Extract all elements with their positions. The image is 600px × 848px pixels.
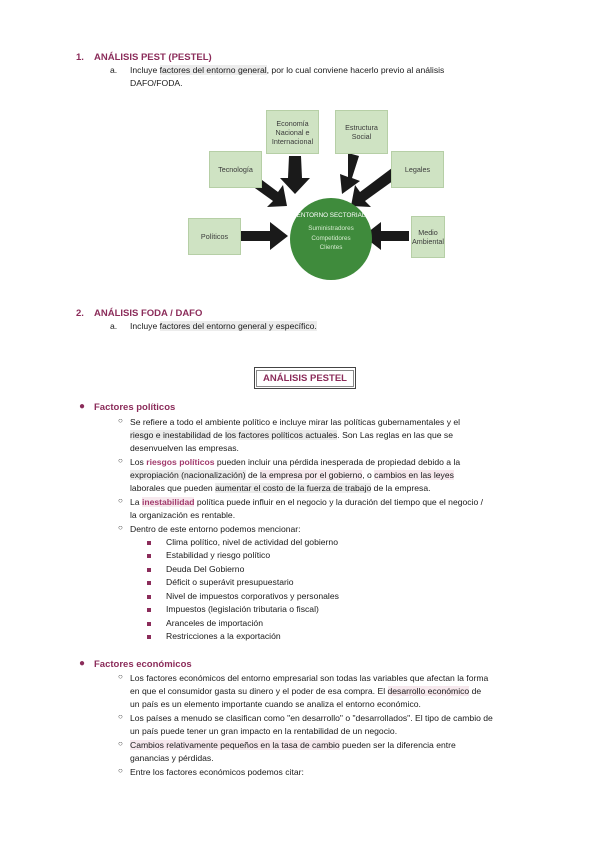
economicos-b4: Entre los factores económicos podemos citar: <box>130 767 304 777</box>
arrow-economia <box>280 156 310 194</box>
politicos-b2: Los riesgos políticos pueden incluir una pérdida inesperada de propiedad debido a la expropiación (nacionalización) de la empresa por el gobierno, o cambios en las leyes laborales que pueden aumentar el costo de la fuerza de trabajo de la empresa. <box>130 457 461 493</box>
politicos-subitem: Nivel de impuestos corporativos y personales <box>166 591 339 601</box>
section-2-title: ANÁLISIS FODA / DAFO <box>94 308 203 319</box>
politicos-b3: La inestabilidad política puede influir en el negocio y la duración del tiempo que el negocio / la organización es rentable. <box>130 497 484 520</box>
circle-bullet-6: ○ <box>118 712 123 721</box>
section-1-item-line2: DAFO/FODA. <box>130 78 183 88</box>
circle-bullet-1: ○ <box>118 416 123 425</box>
arrow-politicos <box>240 222 288 250</box>
section-2-item: Incluye factores del entorno general y específico. <box>130 321 317 331</box>
politicos-b4: Dentro de este entorno podemos mencionar: <box>130 524 301 534</box>
box-politicos: Políticos <box>188 218 241 255</box>
riesgos-politicos-emphasis: riesgos políticos <box>146 457 215 467</box>
pestel-title-box <box>254 367 356 389</box>
circle-items: Suministradores Competidores Clientes <box>308 225 354 251</box>
box-estructura: Estructura Social <box>335 110 388 154</box>
economicos-b2: Los países a menudo se clasifican como "en desarrollo" o "desarrollados". El tipo de cambio de un país puede tener un gran impacto en la rentabilidad de un negocio. <box>130 713 493 736</box>
section-1-item: Incluye factores del entorno general, por lo cual conviene hacerlo previo al análisis <box>130 65 445 75</box>
circle-bullet-4: ○ <box>118 523 123 532</box>
circle-bullet-3: ○ <box>118 496 123 505</box>
circle-bullet-2: ○ <box>118 456 123 465</box>
politicos-subitem: Estabilidad y riesgo político <box>166 550 271 560</box>
circle-bullet-7: ○ <box>118 739 123 748</box>
square-bullet <box>147 581 151 585</box>
highlight-entorno-general-especifico: factores del entorno general y específico. <box>159 321 317 331</box>
economicos-b3: Cambios relativamente pequeños en la tasa de cambio pueden ser la diferencia entre ganancias y pérdidas. <box>130 740 456 763</box>
section-2-item-marker: a. <box>110 321 118 331</box>
section-1-title: ANÁLISIS PEST (PESTEL) <box>94 52 212 63</box>
politicos-b1: Se refiere a todo el ambiente político e incluye mirar las políticas gubernamentales y el riesgo e inestabilidad de los factores políticos actuales. Son Las reglas en las que se desenvuelven las empresas. <box>130 417 461 453</box>
politicos-subitem: Clima político, nivel de actividad del gobierno <box>166 537 338 547</box>
politicos-subitem: Deuda Del Gobierno <box>166 564 245 574</box>
politicos-subitem: Impuestos (legislación tributaria o fiscal) <box>166 604 319 614</box>
economicos-heading: Factores económicos <box>94 659 192 670</box>
politicos-heading: Factores políticos <box>94 402 176 413</box>
inestabilidad-emphasis: inestabilidad <box>141 497 195 507</box>
square-bullet <box>147 595 151 599</box>
section-2-heading <box>76 308 202 319</box>
circle-bullet-5: ○ <box>118 672 123 681</box>
economicos-b1: Los factores económicos del entorno empresarial son todas las variables que afectan la forma en que el consumidor gasta su dinero y el poder de esa compra. El desarrollo económico de un país es un elemento importante cuando se analiza el entorno económico. <box>130 673 489 709</box>
pestel-title: ANÁLISIS PESTEL <box>256 370 354 387</box>
square-bullet <box>147 608 151 612</box>
highlight-entorno-general: factores del entorno general <box>159 65 267 75</box>
bullet-politicos: ● <box>79 401 86 412</box>
section-1-item-marker: a. <box>110 65 118 75</box>
bullet-economicos: ● <box>79 658 86 669</box>
square-bullet <box>147 622 151 626</box>
section-1-number: 1. <box>76 52 84 63</box>
square-bullet <box>147 568 151 572</box>
politicos-subitem: Restricciones a la exportación <box>166 631 281 641</box>
square-bullet <box>147 554 151 558</box>
politicos-subitem: Aranceles de importación <box>166 618 263 628</box>
circle-title: ENTORNO SECTORIAL <box>296 212 366 219</box>
box-legales: Legales <box>391 151 444 188</box>
section-2-number: 2. <box>76 308 84 319</box>
box-tecnologia: Tecnología <box>209 151 262 188</box>
square-bullet <box>147 635 151 639</box>
box-economia: Economía Nacional e Internacional <box>266 110 319 154</box>
box-medio-ambiental: Medio Ambiental <box>411 216 445 258</box>
square-bullet <box>147 541 151 545</box>
politicos-subitem: Déficit o superávit presupuestario <box>166 577 294 587</box>
circle-bullet-8: ○ <box>118 766 123 775</box>
entorno-sectorial-circle <box>290 198 372 280</box>
section-1-heading <box>76 52 212 63</box>
